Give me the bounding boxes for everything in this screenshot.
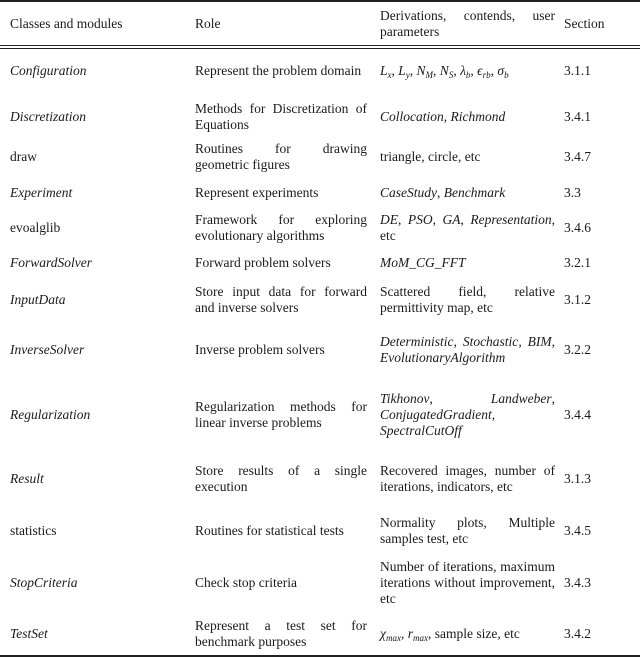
derivation-part: GA	[442, 212, 461, 227]
class-name: Result	[10, 471, 44, 486]
table-row	[0, 209, 640, 247]
derivation-part: ,	[551, 334, 555, 349]
table-row	[0, 450, 640, 508]
derivation-part: ,	[391, 63, 399, 78]
class-name: InverseSolver	[10, 342, 85, 357]
section-number: 3.4.4	[564, 407, 591, 422]
derivation-part: L	[380, 63, 388, 78]
header-classes: Classes and modules	[10, 15, 123, 31]
table-row	[0, 385, 640, 445]
section-number: 3.1.3	[564, 471, 591, 486]
class-name: InputData	[10, 292, 66, 307]
class-name: Regularization	[10, 407, 91, 422]
derivation-part: Richmond	[450, 109, 506, 124]
derivations-text	[380, 149, 555, 165]
derivation-part: Benchmark	[443, 185, 506, 200]
derivation-part: PSO	[407, 212, 433, 227]
header-role: Role	[195, 15, 221, 31]
derivation-part: ,	[491, 407, 496, 422]
derivation-part: ,	[409, 63, 417, 78]
derivation-part: ,	[460, 212, 471, 227]
header-section: Section	[564, 15, 605, 31]
bottom-rule	[0, 655, 640, 657]
derivation-part: DE	[380, 212, 398, 227]
derivation-part: ,	[453, 334, 463, 349]
table-header	[0, 2, 640, 45]
class-name: evoalglib	[10, 220, 61, 235]
derivation-part: , etc	[380, 212, 556, 243]
derivation-part: ϵ	[477, 63, 483, 78]
table-row	[0, 138, 640, 176]
derivation-part: Stochastic	[462, 334, 519, 349]
derivations-text	[380, 284, 555, 316]
derivation-part: Recovered images, number of iterations, indicators, etc	[380, 463, 555, 494]
role-text: Store input data for forward and inverse solvers	[195, 284, 367, 315]
role-text: Represent experiments	[195, 185, 319, 200]
derivations-text	[380, 626, 555, 642]
derivation-part: ,	[453, 63, 461, 78]
section-number: 3.2.1	[564, 255, 591, 270]
class-name: draw	[10, 149, 37, 164]
class-name: TestSet	[10, 626, 48, 641]
class-name: Discretization	[10, 109, 86, 124]
header-derivations: Derivations, contends, user parameters	[380, 7, 555, 39]
derivation-part: Normality plots, Multiple samples test, etc	[380, 515, 555, 546]
derivation-part: χ	[380, 626, 386, 641]
derivations-text	[380, 63, 555, 79]
derivation-part: , sample size, etc	[427, 626, 520, 641]
role-text: Represent a test set for benchmark purposes	[195, 618, 367, 649]
role-text: Routines for drawing geometric figures	[195, 141, 367, 172]
derivation-part: ,	[429, 391, 491, 406]
derivation-part: Scattered field, relative permittivity map, etc	[380, 284, 555, 315]
table-row	[0, 320, 640, 380]
subscript: rb	[482, 70, 491, 80]
derivation-part: ,	[432, 212, 443, 227]
class-name: statistics	[10, 523, 57, 538]
derivations-text	[380, 559, 555, 607]
table-row	[0, 555, 640, 611]
derivation-part: CaseStudy	[380, 185, 437, 200]
table-row	[0, 98, 640, 136]
table-row	[0, 250, 640, 276]
derivation-part: ,	[470, 63, 478, 78]
section-number: 3.4.1	[564, 109, 591, 124]
derivations-text	[380, 463, 555, 495]
role-text: Routines for statistical tests	[195, 523, 344, 538]
section-number: 3.2.2	[564, 342, 591, 357]
derivation-part: BIM	[527, 334, 552, 349]
subscript: S	[448, 70, 454, 80]
header-rule	[0, 45, 640, 46]
derivation-part: N	[439, 63, 449, 78]
table-row	[0, 52, 640, 90]
role-text: Framework for exploring evolutionary algorithms	[195, 212, 367, 243]
derivation-part: Deterministic	[380, 334, 454, 349]
derivations-text	[380, 212, 555, 244]
table-row	[0, 614, 640, 654]
derivations-text	[380, 515, 555, 547]
derivation-part: Representation	[470, 212, 552, 227]
derivation-part: ConjugatedGradient	[380, 407, 492, 422]
section-number: 3.4.3	[564, 575, 591, 590]
role-text: Forward problem solvers	[195, 255, 331, 270]
section-number: 3.1.2	[564, 292, 591, 307]
header-rule-second	[0, 48, 640, 49]
class-name: Configuration	[10, 63, 87, 78]
derivations-text	[380, 334, 555, 366]
subscript: max	[385, 633, 401, 643]
role-text: Check stop criteria	[195, 575, 297, 590]
derivation-part: σ	[497, 63, 505, 78]
derivation-part: triangle, circle, etc	[380, 149, 481, 164]
derivation-part: Landweber	[490, 391, 552, 406]
derivation-part: SpectralCutOff	[380, 423, 462, 438]
section-number: 3.4.6	[564, 220, 591, 235]
role-text: Store results of a single execution	[195, 463, 367, 494]
derivation-part: ,	[551, 391, 555, 406]
section-number: 3.4.7	[564, 149, 591, 164]
class-name: Experiment	[10, 185, 73, 200]
subscript: b	[465, 70, 471, 80]
derivation-part: ,	[490, 63, 498, 78]
section-number: 3.4.5	[564, 523, 591, 538]
derivation-part: Number of iterations, maximum iterations without improvement, etc	[380, 559, 555, 606]
section-number: 3.4.2	[564, 626, 591, 641]
subscript: y	[405, 70, 410, 80]
derivations-text	[380, 391, 555, 439]
subscript: M	[425, 70, 434, 80]
derivation-part: EvolutionaryAlgorithm	[380, 350, 506, 365]
class-name: ForwardSolver	[10, 255, 92, 270]
derivation-part: r	[407, 626, 413, 641]
derivation-part: ,	[518, 334, 528, 349]
derivation-part: ,	[433, 63, 440, 78]
role-text: Regularization methods for linear inverse problems	[195, 399, 367, 430]
derivation-part: ,	[437, 185, 444, 200]
derivation-part: MoM_CG_FFT	[380, 255, 466, 270]
derivation-part: ,	[400, 626, 408, 641]
role-text: Methods for Discretization of Equations	[195, 101, 367, 132]
derivation-part: λ	[460, 63, 466, 78]
derivation-part: Collocation	[380, 109, 444, 124]
subscript: b	[504, 70, 509, 80]
derivations-text	[380, 255, 555, 271]
derivations-text	[380, 109, 555, 125]
role-text: Inverse problem solvers	[195, 342, 325, 357]
role-text: Represent the problem domain	[195, 63, 362, 78]
table-row	[0, 281, 640, 319]
table-row	[0, 511, 640, 551]
class-name: StopCriteria	[10, 575, 78, 590]
derivation-part: ,	[443, 109, 451, 124]
subscript: x	[387, 70, 392, 80]
derivation-part: L	[398, 63, 406, 78]
derivation-part: N	[416, 63, 426, 78]
subscript: max	[412, 633, 428, 643]
section-number: 3.3	[564, 185, 581, 200]
table-row	[0, 180, 640, 206]
derivations-text	[380, 185, 555, 201]
derivation-part: ,	[398, 212, 408, 227]
derivation-part: Tikhonov	[380, 391, 430, 406]
section-number: 3.1.1	[564, 63, 591, 78]
